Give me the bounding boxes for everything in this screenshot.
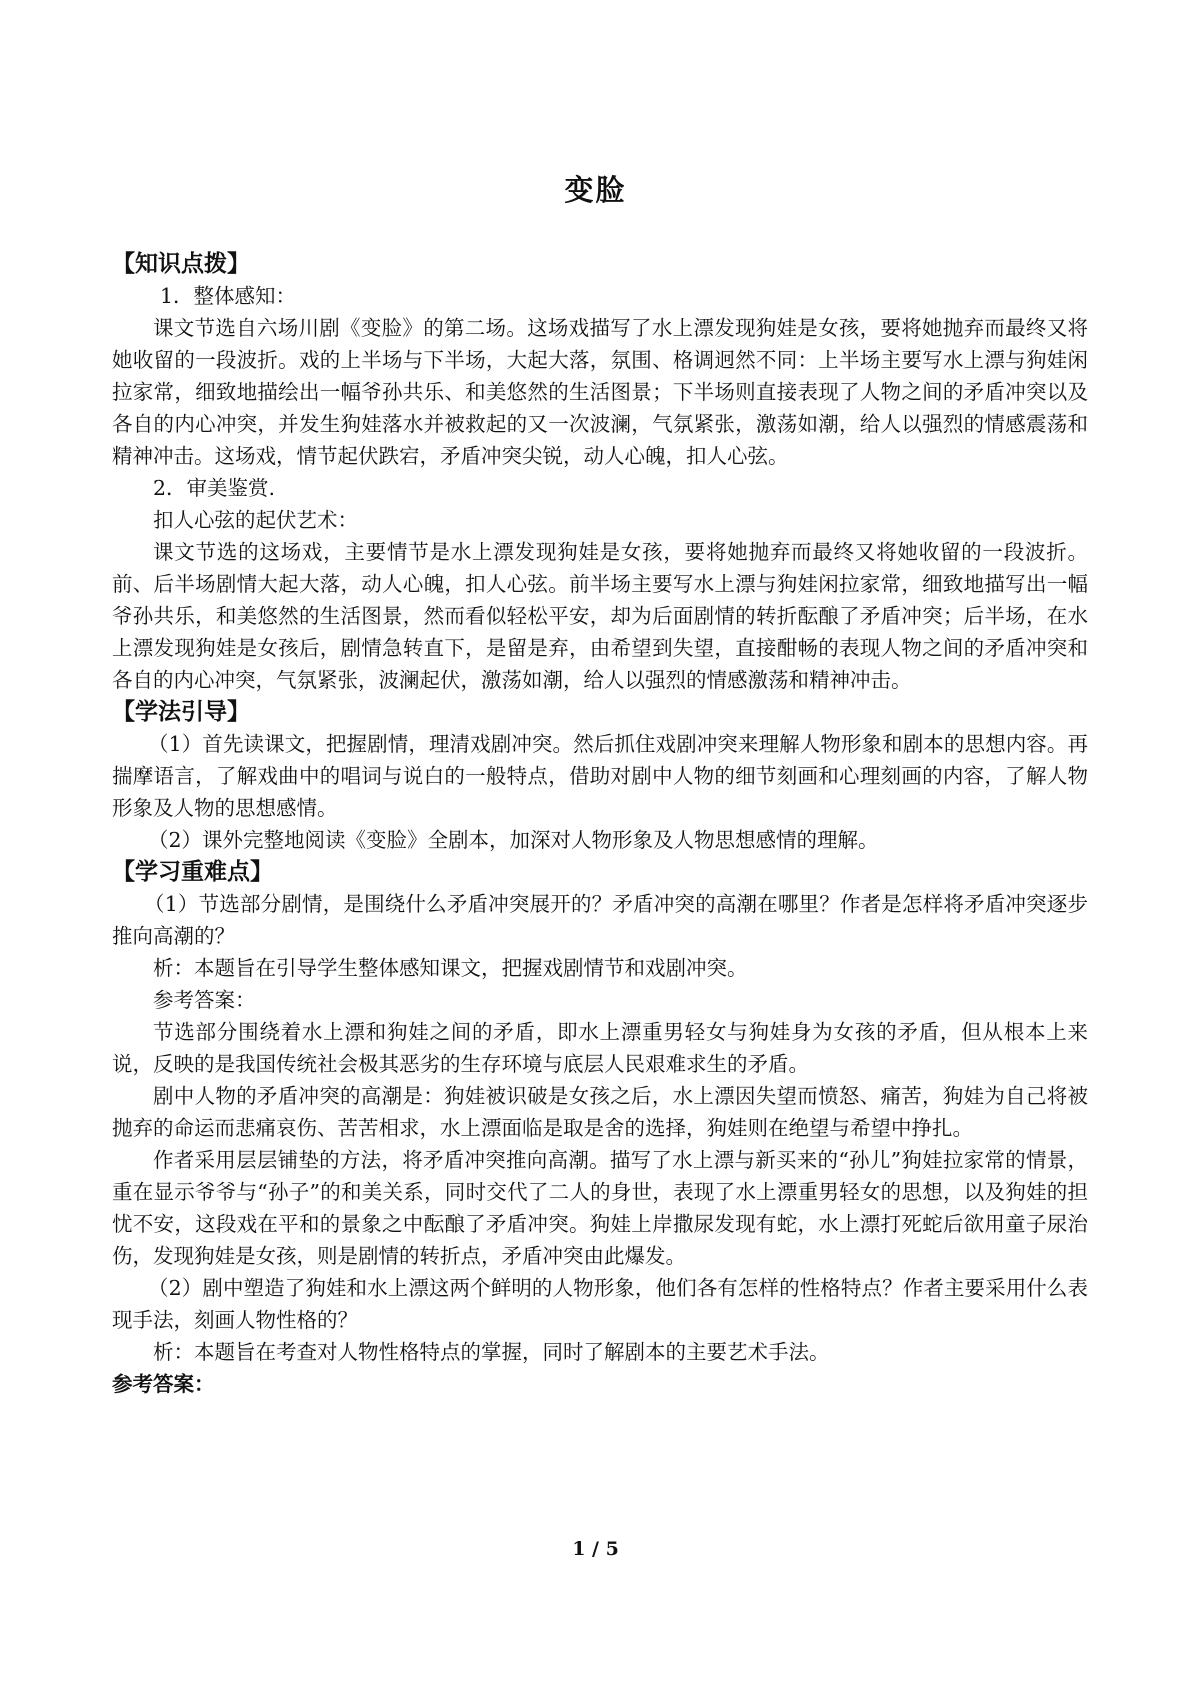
page-title: 变脸 [564,173,627,207]
section-heading-xuefa: 【学法引导】 [112,698,250,725]
answer-paragraph: 作者采用层层铺垫的方法，将矛盾冲突推向高潮。描写了水上漂与新买来的“孙儿”狗娃拉家常的情景，重在显示爷爷与“孙子”的和美关系，同时交代了二人的身世，表现了水上漂重男轻女的思想，以及狗娃的担忧不安，这段戏在平和的景象之中酝酿了矛盾冲突。狗娃上岸撒尿发现有蛇，水上漂打死蛇后欲用童子尿治伤，发现狗娃是女孩，则是剧情的转折点，矛盾冲突由此爆发。 [112,1148,1088,1268]
document-body [112,248,1088,1400]
section-heading-zhongnan: 【学习重难点】 [112,858,273,885]
question: （2）剧中塑造了狗娃和水上漂这两个鲜明的人物形象，他们各有怎样的性格特点？作者主要采用什么表现手法，刻画人物性格的？ [112,1276,1088,1332]
analysis: 析：本题旨在引导学生整体感知课文，把握戏剧情节和戏剧冲突。 [153,956,748,980]
analysis: 析：本题旨在考查对人物性格特点的掌握，同时了解剧本的主要艺术手法。 [153,1340,830,1364]
paragraph: （1）首先读课文，把握剧情，理清戏剧冲突。然后抓住戏剧冲突来理解人物形象和剧本的思想内容。再揣摩语言，了解戏曲中的唱词与说白的一般特点，借助对剧中人物的细节刻画和心理刻画的内容，了解人物形象及人物的思想感情。 [112,732,1088,820]
page-number: 1 / 5 [572,1538,619,1560]
paragraph: 1．整体感知： [160,284,297,308]
section-heading-zhishi: 【知识点拨】 [112,250,250,277]
paragraph: （2）课外完整地阅读《变脸》全剧本，加深对人物形象及人物思想感情的理解。 [148,828,879,852]
answer-paragraph: 节选部分围绕着水上漂和狗娃之间的矛盾，即水上漂重男轻女与狗娃身为女孩的矛盾，但从根本上来说，反映的是我国传统社会极其恶劣的生存环境与底层人民艰难求生的矛盾。 [112,1020,1088,1076]
reference-answer-label: 参考答案： [112,1372,215,1396]
question: （1）节选部分剧情，是围绕什么矛盾冲突展开的？矛盾冲突的高潮在哪里？作者是怎样将矛盾冲突逐步推向高潮的？ [112,892,1088,948]
paragraph: 课文节选的这场戏，主要情节是水上漂发现狗娃是女孩，要将她抛弃而最终又将她收留的一段波折。前、后半场剧情大起大落，动人心魄，扣人心弦。前半场主要写水上漂与狗娃闲拉家常，细致地描写出一幅爷孙共乐，和美悠然的生活图景，然而看似轻松平安，却为后面剧情的转折酝酿了矛盾冲突；后半场，在水上漂发现狗娃是女孩后，剧情急转直下，是留是弃，由希望到失望，直接酣畅的表现人物之间的矛盾冲突和各自的内心冲突，气氛紧张，波澜起伏，激荡如潮，给人以强烈的情感激荡和精神冲击。 [112,540,1088,692]
reference-answer-label: 参考答案： [153,988,256,1012]
paragraph: 课文节选自六场川剧《变脸》的第二场。这场戏描写了水上漂发现狗娃是女孩，要将她抛弃而最终又将她收留的一段波折。戏的上半场与下半场，大起大落，氛围、格调迥然不同：上半场主要写水上漂与狗娃闲拉家常，细致地描绘出一幅爷孙共乐、和美悠然的生活图景；下半场则直接表现了人物之间的矛盾冲突以及各自的内心冲突，并发生狗娃落水并被救起的又一次波澜，气氛紧张，激荡如潮，给人以强烈的情感震荡和精神冲击。这场戏，情节起伏跌宕，矛盾冲突尖锐，动人心魄，扣人心弦。 [112,316,1088,468]
answer-paragraph: 剧中人物的矛盾冲突的高潮是：狗娃被识破是女孩之后，水上漂因失望而愤怒、痛苦，狗娃为自己将被抛弃的命运而悲痛哀伤、苦苦相求，水上漂面临是取是舍的选择，狗娃则在绝望与希望中挣扎。 [112,1084,1088,1140]
paragraph: 扣人心弦的起伏艺术： [153,508,358,532]
paragraph: 2．审美鉴赏. [153,476,276,500]
